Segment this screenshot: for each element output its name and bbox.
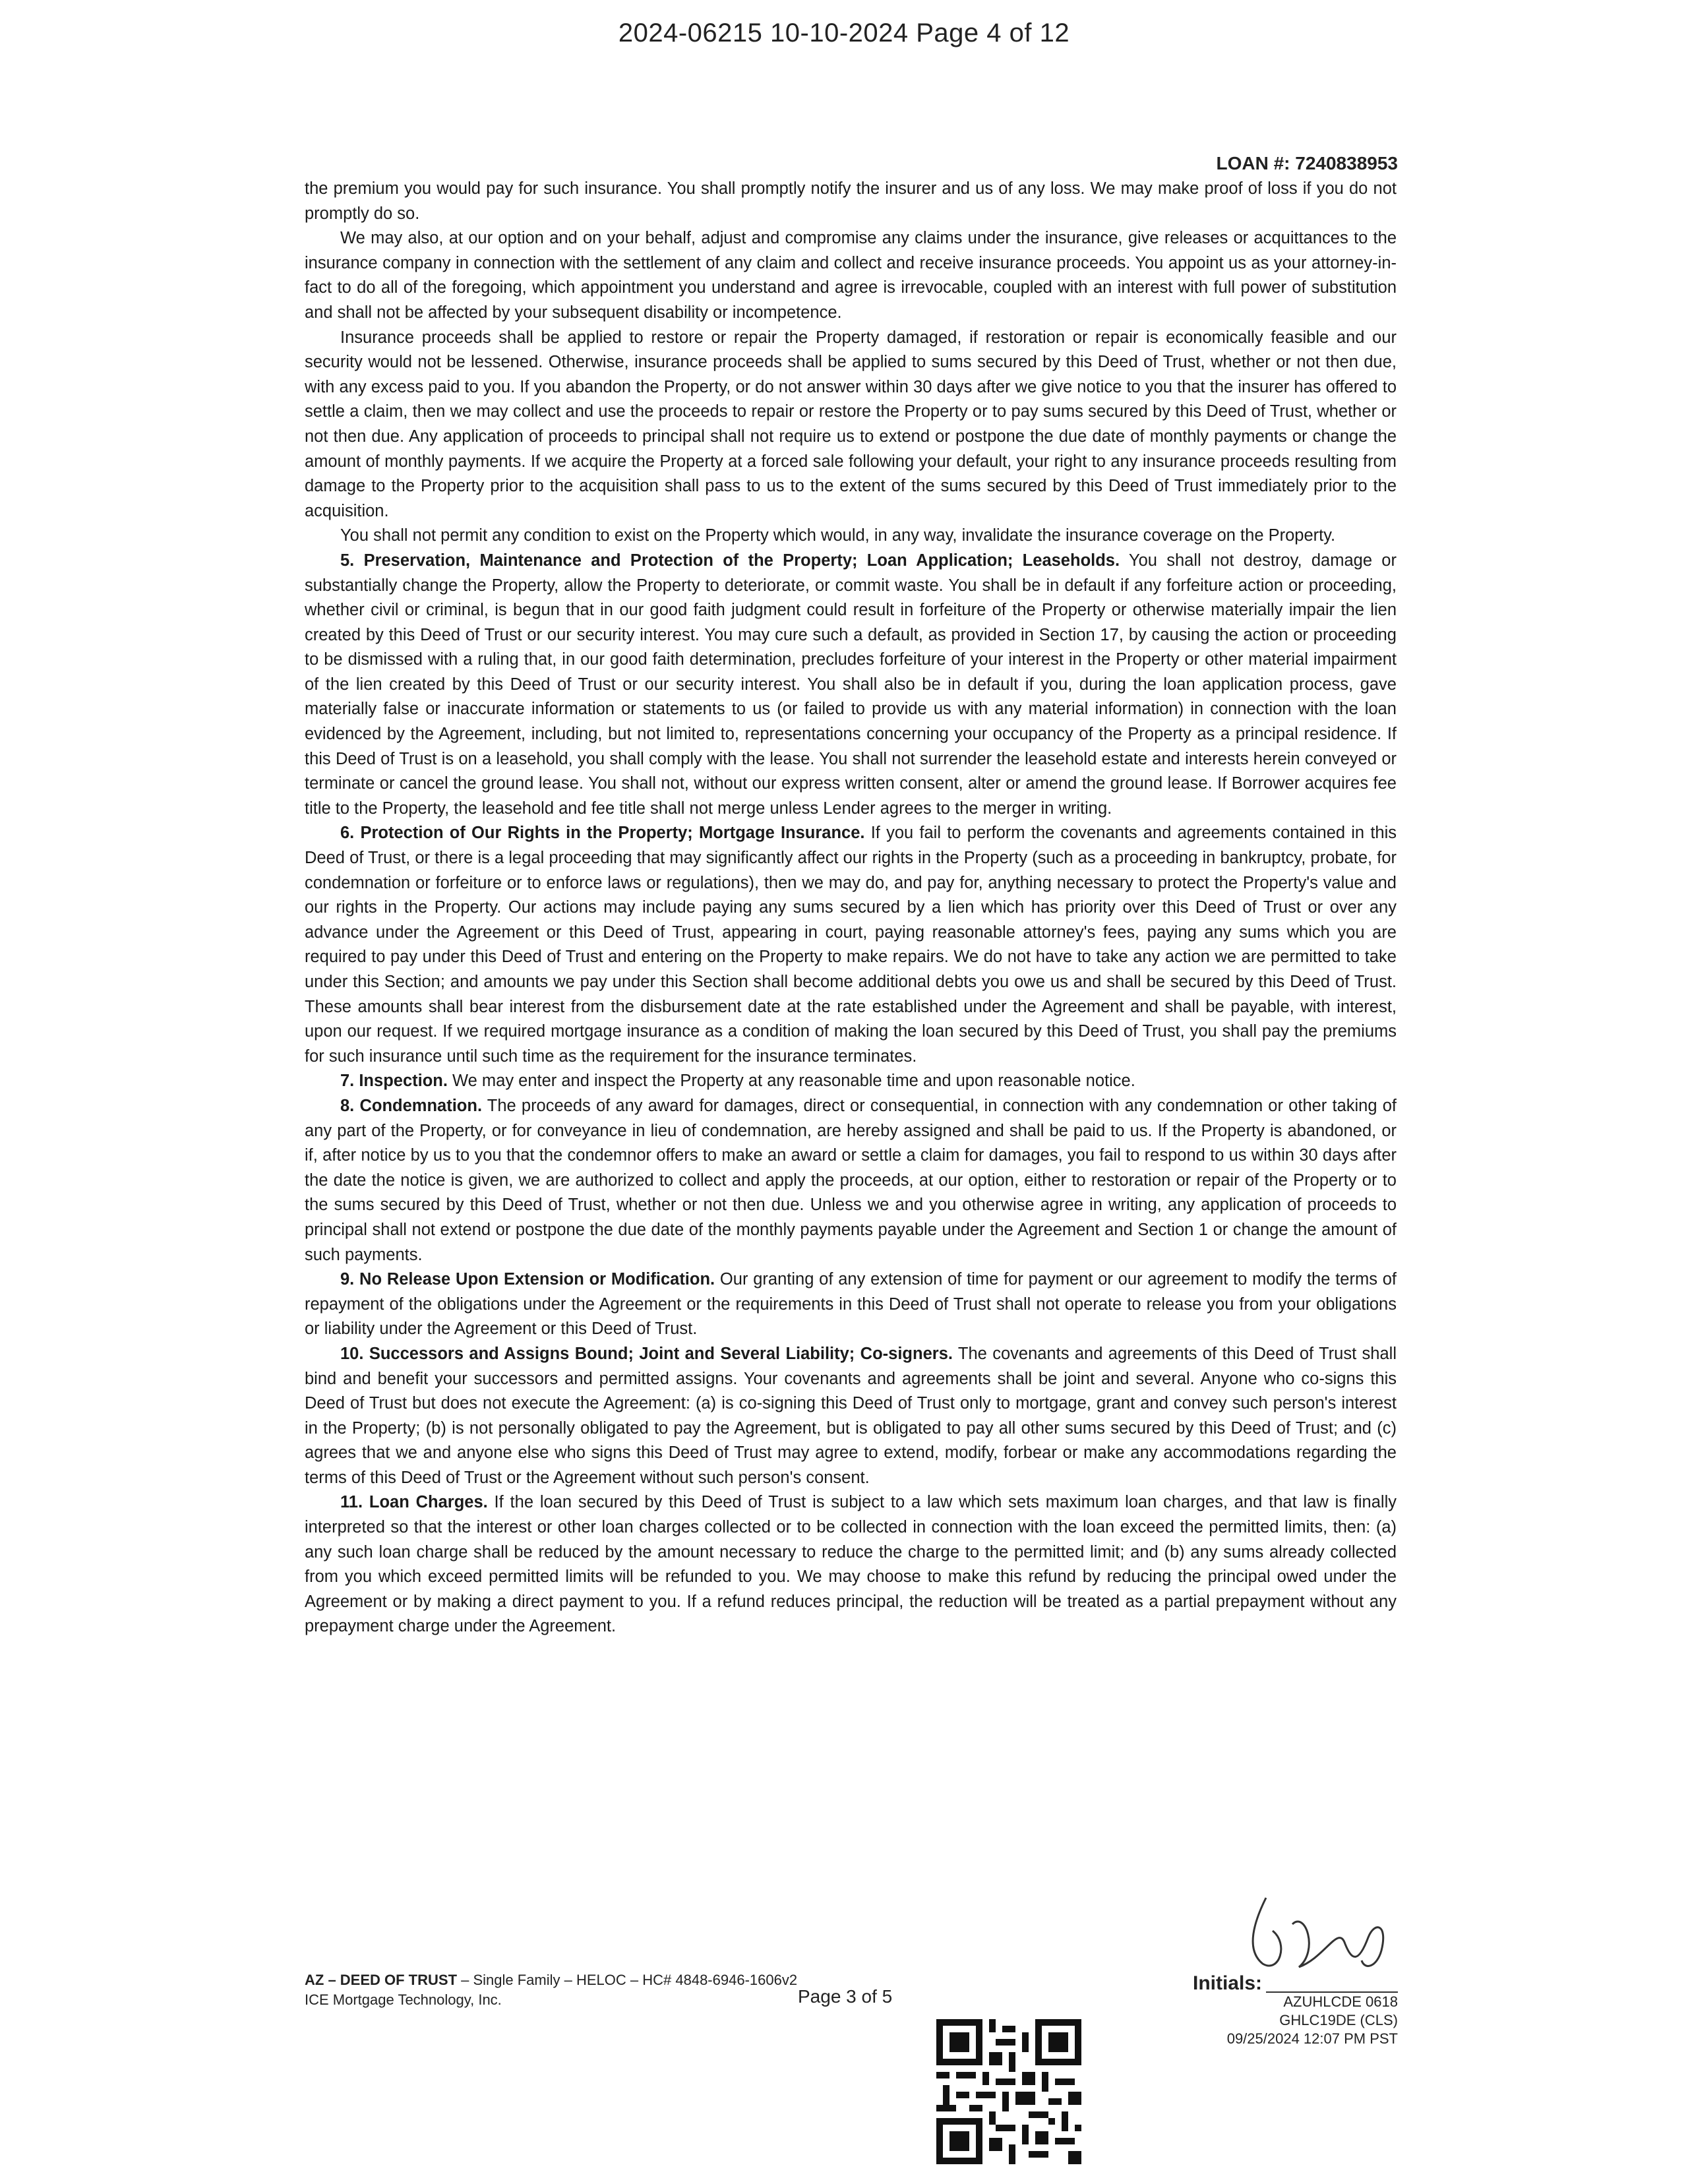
section-text: We may enter and inspect the Property at any reasonable time and upon reasonable notice. bbox=[447, 1072, 1135, 1091]
section-text: Our granting of any extension of time for payment or our agreement to modify the terms of repayment of the obligations under the Agreement or the requirements in this Deed of Trust shall not operate to release you from your obligations or liability under the Agreement or this Deed of Trust. bbox=[305, 1270, 1397, 1339]
section-text: If the loan secured by this Deed of Trust is subject to a law which sets maximum loan charges, and that law is finally interpreted so that the interest or other loan charges collected or to be collected in connection with the loan exceed the permitted limits, then: (a) any such loan charge shall be reduced by the amount necessary to reduce the charge to the permitted limit; and (b) any sums already collected from you which exceed permitted limits will be refunded to you. We may choose to make this refund by reducing the principal owed under the Agreement or by making a direct payment to you. If a refund reduces principal, the reduction will be treated as a partial prepayment without any prepayment charge under the Agreement. bbox=[305, 1493, 1397, 1636]
section-heading: 9. No Release Upon Extension or Modification. bbox=[340, 1270, 715, 1289]
paragraph: We may also, at our option and on your behalf, adjust and compromise any claims under the insurance, give releases or acquittances to the insurance company in connection with the settlement of any claim and collect and receive insurance proceeds. You appoint us as your attorney-in-fact to do all of the foregoing, which appointment you understand and agree is irrevocable, coupled with an interest with full power of substitution and shall not be affected by your subsequent disability or incompetence. bbox=[305, 229, 1397, 322]
section-heading: 11. Loan Charges. bbox=[340, 1493, 488, 1512]
section-text: The proceeds of any award for damages, direct or consequential, in connection with any condemnation or other taking of any part of the Property, or for conveyance in lieu of condemnation, are hereby assigned and shall be paid to us. If the Property is abandoned, or if, after notice by us to you that the condemnor offers to make an award or settle a claim for damages, you fail to respond to us within 30 days after the date the notice is given, we are authorized to collect and apply the proceeds, at our option, either to restoration or repair of the Property or to the sums secured by this Deed of Trust, whether or not then due. Unless we and you otherwise agree in writing, any application of proceeds to principal shall not extend or postpone the due date of the monthly payments payable under the Agreement and Section 1 or change the amount of such payments. bbox=[305, 1096, 1397, 1264]
page-number: Page 3 of 5 bbox=[798, 1986, 893, 2007]
form-title: AZ – DEED OF TRUST bbox=[305, 1972, 458, 1988]
form-code: – Single Family – HELOC – HC# 4848-6946-1606v2 bbox=[457, 1972, 798, 1988]
section-text: If you fail to perform the covenants and agreements contained in this Deed of Trust, or there is a legal proceeding that may significantly affect our rights in the Property (such as a proceeding in bankruptcy, probate, for condemnation or forfeiture or to enforce laws or regulations), then we may do, and pay for, anything necessary to protect the Property's value and our rights in the Property. Our actions may include paying any sums secured by a lien which has priority over this Deed of Trust or over any advance under the Agreement or this Deed of Trust, appearing in court, paying reasonable attorney's fees, paying any sums which you are required to pay under this Deed of Trust and entering on the Property to make repairs. We do not have to take any action we are permitted to take under this Section; and amounts we pay under this Section shall become additional debts you owe us and shall be secured by this Deed of Trust. These amounts shall bear interest from the disbursement date at the rate established under the Agreement and shall be payable, with interest, upon our request. If we required mortgage insurance as a condition of making the loan secured by this Deed of Trust, you shall pay the premiums for such insurance until such time as the requirement for the insurance terminates. bbox=[305, 824, 1397, 1066]
section-text: You shall not destroy, damage or substantially change the Property, allow the Property to deteriorate, or commit waste. You shall be in default if any forfeiture action or proceeding, whether civil or criminal, is begun that in our good faith judgment could result in forfeiture of the Property or otherwise materially impair the lien created by this Deed of Trust or our security interest. You may cure such a default, as provided in Section 17, by causing the action or proceeding to be dismissed with a ruling that, in our good faith determination, precludes forfeiture of your interest in the Property or other material impairment of the lien created by this Deed of Trust or our security interest. You shall also be in default if you, during the loan application process, gave materially false or inaccurate information or statements to us (or failed to provide us with any material information) in connection with the loan evidenced by the Agreement, including, but not limited to, representations concerning your occupancy of the Property as a principal residence. If this Deed of Trust is on a leasehold, you shall comply with the lease. You shall not surrender the leasehold estate and interests herein conveyed or terminate or cancel the ground lease. You shall not, without our express written consent, alter or amend the ground lease. If Borrower acquires fee title to the Property, the leasehold and fee title shall not merge unless Lender agrees to the merger in writing. bbox=[305, 551, 1397, 818]
section-7 bbox=[305, 1069, 1397, 1094]
section-11 bbox=[305, 1490, 1397, 1639]
section-heading: 10. Successors and Assigns Bound; Joint and Several Liability; Co-signers. bbox=[340, 1344, 953, 1363]
section-heading: 6. Protection of Our Rights in the Property; Mortgage Insurance. bbox=[340, 824, 865, 843]
initials-line bbox=[1266, 1973, 1398, 1993]
section-6 bbox=[305, 821, 1397, 1069]
initials-row bbox=[1121, 1964, 1398, 1993]
section-10 bbox=[305, 1342, 1397, 1491]
section-8 bbox=[305, 1094, 1397, 1267]
form-footer bbox=[305, 1970, 797, 2010]
form-identifier bbox=[305, 1970, 797, 1990]
section-heading: 8. Condemnation. bbox=[340, 1096, 483, 1115]
loan-number: LOAN #: 7240838953 bbox=[1216, 153, 1398, 173]
initials-block bbox=[1121, 1964, 1398, 2048]
page-header-stamp: 2024-06215 10-10-2024 Page 4 of 12 bbox=[618, 18, 1070, 47]
vendor-name: ICE Mortgage Technology, Inc. bbox=[305, 1991, 502, 2008]
section-9 bbox=[305, 1267, 1397, 1342]
form-code-2: GHLC19DE (CLS) bbox=[1279, 2012, 1398, 2028]
form-code-1: AZUHLCDE 0618 bbox=[1283, 1993, 1398, 2010]
section-heading: 7. Inspection. bbox=[340, 1072, 448, 1091]
paragraph: Insurance proceeds shall be applied to restore or repair the Property damaged, if restoration or repair is economically feasible and our security would not be lessened. Otherwise, insurance proceeds shall be applied to sums secured by this Deed of Trust, whether or not then due, with any excess paid to you. If you abandon the Property, or do not answer within 30 days after we give notice to you that the insurer has offered to settle a claim, then we may collect and use the proceeds to repair or restore the Property or to pay sums secured by this Deed of Trust, whether or not then due. Any application of proceeds to principal shall not require us to extend or postpone the due date of monthly payments or change the amount of monthly payments. If we acquire the Property at a forced sale following your default, your right to any insurance proceeds resulting from damage to the Property prior to the acquisition shall pass to us to the extent of the sums secured by this Deed of Trust immediately prior to the acquisition. bbox=[305, 328, 1397, 520]
deed-body bbox=[305, 177, 1397, 1639]
print-timestamp: 09/25/2024 12:07 PM PST bbox=[1226, 2030, 1398, 2047]
section-5 bbox=[305, 549, 1397, 822]
section-heading: 5. Preservation, Maintenance and Protection of the Property; Loan Application; Leaseholds. bbox=[340, 551, 1120, 570]
qr-code-icon bbox=[936, 2018, 1081, 2166]
paragraph: the premium you would pay for such insurance. You shall promptly notify the insurer and us of any loss. We may make proof of loss if you do not promptly do so. bbox=[305, 179, 1397, 223]
paragraph: You shall not permit any condition to exist on the Property which would, in any way, invalidate the insurance coverage on the Property. bbox=[340, 526, 1336, 545]
section-text: The covenants and agreements of this Deed of Trust shall bind and benefit your successors and permitted assigns. Your covenants and agreements shall be joint and several. Anyone who co-signs this Deed of Trust but does not execute the Agreement: (a) is co-signing this Deed of Trust only to mortgage, grant and convey such person's interest in the Property; (b) is not personally obligated to pay the Agreement, but is obligated to pay all other sums secured by this Deed of Trust; and (c) agrees that we and anyone else who signs this Deed of Trust may agree to extend, modify, forbear or make any accommodations regarding the terms of this Deed of Trust or the Agreement without such person's consent. bbox=[305, 1344, 1397, 1487]
initials-label: Initials: bbox=[1192, 1972, 1262, 1994]
